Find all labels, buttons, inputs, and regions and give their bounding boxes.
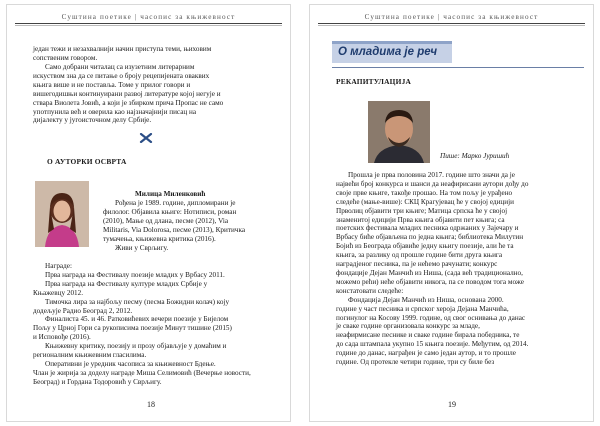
- text-line: највећи број конкурса и шанси да неафирисани аутори дођу до: [336, 179, 529, 188]
- text-line: Књижевну критику, поезију и прозу објављује у домаћим и: [45, 342, 227, 351]
- section-title: О АУТОРКИ ОСВРТА: [47, 157, 127, 166]
- left-page: [6, 4, 291, 422]
- text-line: фондације Дејан Манчић из Ниша, (сада већ традиционално,: [336, 268, 523, 277]
- text-line: Само добрани читалац са изузетним литерарним: [45, 63, 195, 71]
- text-line: своје прве књиге, такође прошао. На том пољу је урађено: [336, 188, 513, 197]
- intro2-paragraph: [33, 63, 272, 125]
- text-line: године у част песника и српског хероја Дејана Манчића,: [336, 304, 509, 313]
- text-line: Члан је жирија за доделу награде Миша Селимовић (Вечерње новости,: [33, 368, 251, 377]
- text-line: тумачења, књижевна критика (2016).: [103, 234, 216, 243]
- text-line: поетских фестивала младих песника одржаних у Зајечару и: [336, 224, 519, 233]
- text-line: употпунила већ и оверила као најзначајнији писац на: [33, 107, 197, 116]
- article-body: [336, 171, 575, 367]
- text-line: Пољу у Црној Гори са рукописима поезије Минут тишине (2015): [33, 324, 232, 333]
- text-line: књига више и не поставља. Томе у прилог говори и: [33, 80, 191, 89]
- text-line: Прошла је прва половина 2017. године што значи да је: [348, 171, 515, 179]
- text-line: до сада штампала укупно 15 књига поезије. Међутим, од 2014.: [336, 340, 529, 349]
- page-number: 18: [147, 400, 155, 409]
- text-line: констатовати следеће:: [336, 286, 404, 295]
- text-line: Оперативни је уредник часописа за књижевност Бдење.: [45, 359, 216, 368]
- text-line: је сваке године организовала конкурс за младе,: [336, 322, 480, 331]
- text-line: Финалиста 45. и 46. Ратковићевих вечери поезије у Бијелом: [45, 315, 229, 324]
- banner-divider: [332, 67, 584, 68]
- author-photo: [35, 181, 89, 247]
- author-photo: [368, 101, 430, 163]
- page-header: Суштина поетике | часопис за књижевност: [15, 13, 282, 24]
- text-line: дијалекту у југоисточном делу Србије.: [33, 116, 152, 125]
- page-number: 19: [448, 400, 456, 409]
- author-caption: Пише: Марко Јуришић: [440, 152, 510, 160]
- text-line: Београд) и Гордана Тодоровић у Сврљигу.: [33, 377, 162, 386]
- text-line: Књажевцу 2012.: [33, 288, 84, 297]
- text-line: филолог. Објавила књиге: Нотиписи, роман: [103, 207, 237, 216]
- text-line: године. Од протекле четири године, три су биле без: [336, 358, 495, 367]
- text-line: (2010), Мање од длана, песме (2012), Via: [103, 216, 229, 225]
- text-line: Врбасу биће објављена по једна књига; библиотека Милутин: [336, 233, 524, 242]
- text-line: Militaris, Via Dolorosa, песме (2013), Критичка: [103, 225, 246, 234]
- text-line: Фондација Дејан Манчић из Ниша, основана 2000.: [348, 295, 504, 304]
- text-line: један тежи и незахвалнији начин приступа теми, њиховим: [33, 45, 212, 53]
- text-line: ствара Виолета Јовић, а који је збирком прича Пропас не само: [33, 98, 224, 107]
- text-line: Тимочка лира за најбољу песму (песма Божидни колач) коју: [45, 297, 230, 306]
- text-line: регионалним књижевним гласилима.: [33, 351, 147, 360]
- text-line: Бојић из Београда објавиће једну књигу поезије, али ће та: [336, 242, 514, 251]
- ornament-icon: [139, 133, 153, 143]
- text-line: Прва награда на Фестивалу поезије младих у Врбасу 2011.: [45, 270, 225, 279]
- text-line: Прва награда на Фестивалу културе младих Србије у: [45, 279, 208, 288]
- text-line: вишегодишњи континуирани развој литературе којој негује и: [33, 89, 221, 98]
- text-line: додељује Радио Београд 2, 2012.: [33, 306, 133, 315]
- text-line: Прволиц објавити три књиге; Матица српска ће у својој: [336, 206, 508, 215]
- text-line: године до данас, награђен је само један аутор, и то прошле: [336, 349, 516, 358]
- section-title: РЕКАПИТУЛАЦИЈА: [336, 77, 412, 86]
- banner-title: О младима је реч: [338, 46, 438, 58]
- right-page: [309, 4, 594, 422]
- text-line: књига, за разлику од прошле године бити друга књига: [336, 251, 503, 260]
- awards-label: Награде:: [45, 262, 72, 270]
- text-line: неафирмисане песнике и сваке године бирала победника, те: [336, 331, 520, 340]
- awards-block: [33, 262, 272, 387]
- text-line: знаменитој едицији Прва књига објавити пет књига; са: [336, 215, 505, 224]
- author-bio: [103, 199, 272, 252]
- text-line: наградјеног песника, па је нећемо рачунати; конкурс: [336, 260, 498, 269]
- text-line: погинулог на Косову 1999. године, од свог оснивања до данас: [336, 313, 526, 322]
- page-header: Суштина поетике | часопис за књижевност: [318, 13, 585, 24]
- text-line: и Исповође (2016).: [33, 333, 91, 342]
- header-divider: [15, 25, 282, 26]
- text-line: искуством зна да се питање о броју рецепијената оваквих: [33, 71, 210, 80]
- header-divider: [318, 25, 585, 26]
- text-line: следеће (мање-више): СКЦ Крагујевац ће у својој едицији: [336, 197, 514, 206]
- text-line: можемо рећи) неће објавити никога, па се поводом тога може: [336, 277, 524, 286]
- text-line: сопственим говором.: [33, 53, 98, 62]
- intro-paragraph: [33, 45, 272, 63]
- text-line: Рођена је 1989. године, дипломирани је: [115, 199, 236, 207]
- author-name: Милица Миленковић: [135, 190, 206, 198]
- text-line: Живи у Сврљигу.: [115, 243, 169, 252]
